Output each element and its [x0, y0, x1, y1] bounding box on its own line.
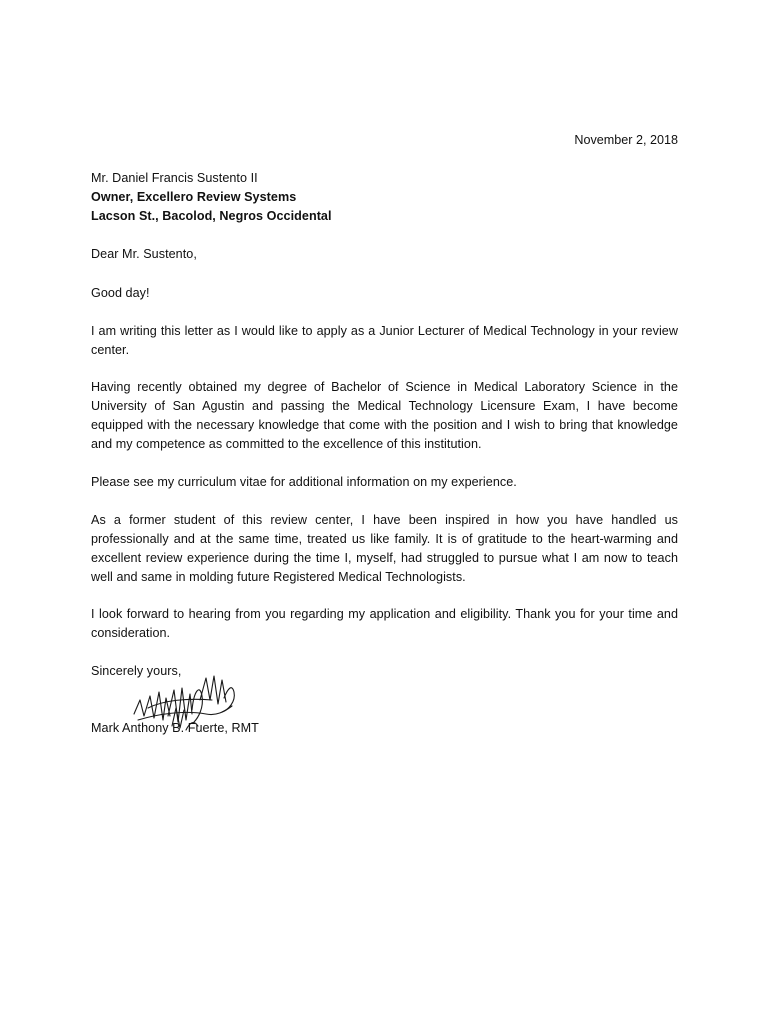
recipient-title: Owner, Excellero Review Systems: [91, 190, 297, 204]
paragraph-application: I am writing this letter as I would like to apply as a Junior Lecturer of Medical Technology in your review center.: [91, 324, 678, 357]
paragraph-qualifications: Having recently obtained my degree of Bachelor of Science in Medical Laboratory Science in the University of San Agustin and passing the Medical Technology Licensure Exam, I have become equipped with the necessary knowledge that come with the position and I wish to bring that knowledge and my competence as committed to the excellence of this institution.: [91, 380, 678, 451]
paragraph-motivation: As a former student of this review center, I have been inspired in how you have handled us professionally and at the same time, treated us like family. It is of gratitude to the heart-warming and excellent review experience during the time I, myself, had struggled to pursue what I am now to teach well and same in molding future Registered Medical Technologists.: [91, 513, 678, 584]
recipient-address: Lacson St., Bacolod, Negros Occidental: [91, 209, 332, 223]
recipient-block: [91, 169, 678, 226]
recipient-name: Mr. Daniel Francis Sustento II: [91, 171, 258, 185]
greeting: Good day!: [91, 286, 150, 300]
closing-phrase: Sincerely yours,: [91, 664, 182, 678]
salutation: Dear Mr. Sustento,: [91, 247, 197, 261]
signatory-name: Mark Anthony B. Fuerte, RMT: [91, 721, 259, 735]
paragraph-cv-reference: Please see my curriculum vitae for additional information on my experience.: [91, 475, 517, 489]
paragraph-closing-remarks: I look forward to hearing from you regarding my application and eligibility. Thank you for your time and consideration.: [91, 607, 678, 640]
letter-date: November 2, 2018: [574, 133, 678, 147]
